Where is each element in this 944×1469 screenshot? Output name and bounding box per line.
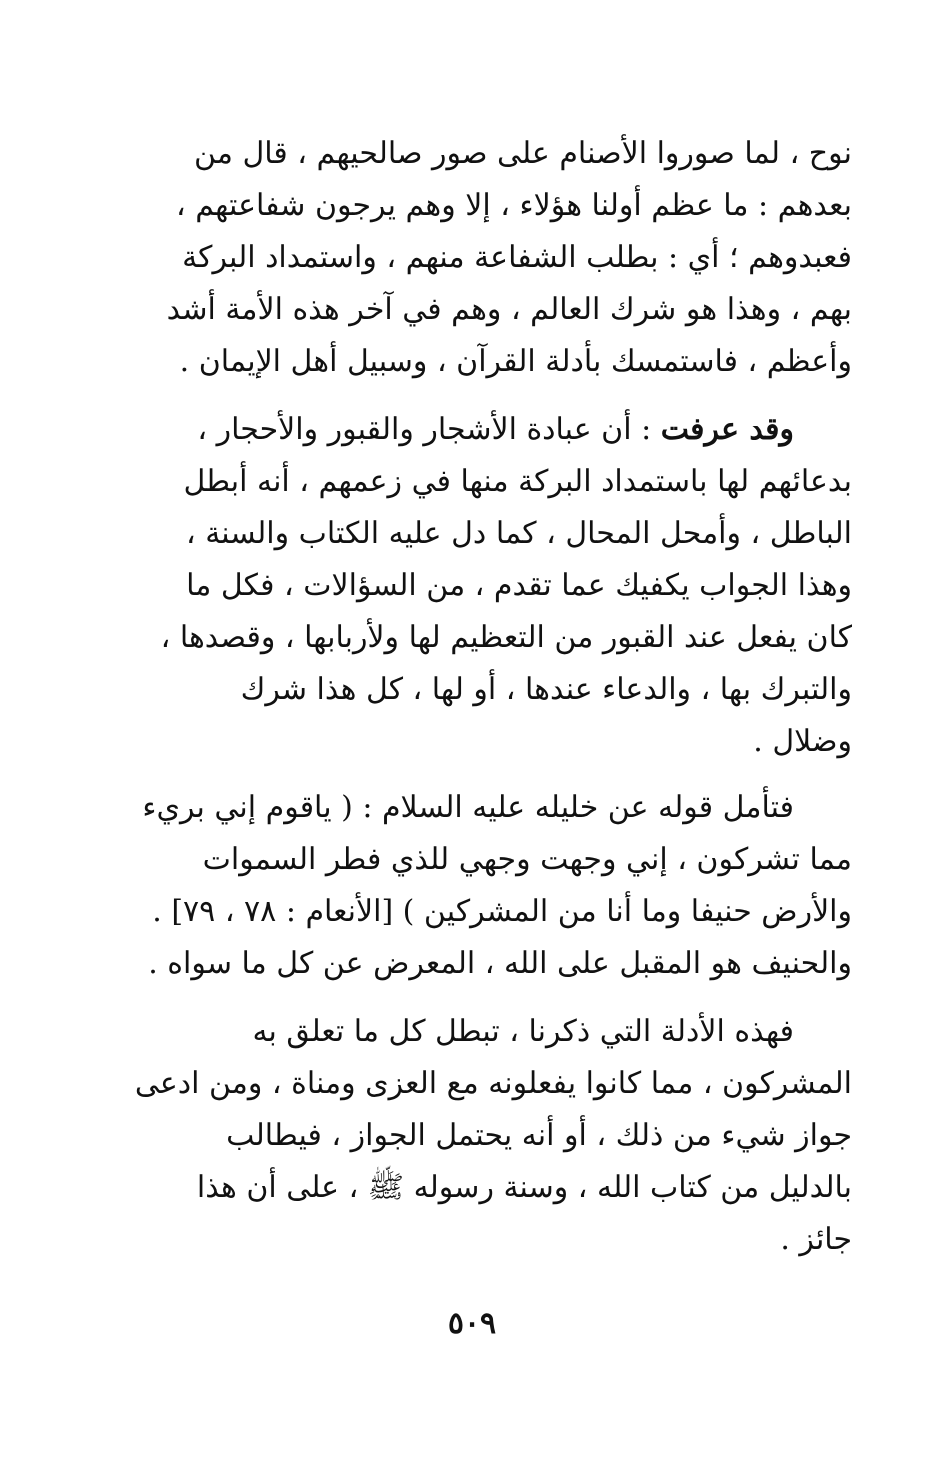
- text-line: فهذه الأدلة التي ذكرنا ، تبطل كل ما تعلق به: [252, 1014, 794, 1049]
- text-line-lead: [100, 404, 852, 456]
- text-line: جواز شيء من ذلك ، أو أنه يحتمل الجواز ، فيطالب: [226, 1118, 852, 1153]
- text-line: المشركون ، مما كانوا يفعلونه مع العزى ومناة ، ومن ادعى: [134, 1066, 852, 1101]
- text-line: بعدهم : ما عظم أولنا هؤلاء ، إلا وهم يرجون شفاعتهم ،: [176, 188, 852, 223]
- lead-bold-phrase: وقد عرفت: [660, 412, 794, 447]
- text-line: والأرض حنيفا وما أنا من المشركين ) [الأنعام : ٧٨ ، ٧٩] .: [152, 894, 852, 929]
- text-line: كان يفعل عند القبور من التعظيم لها ولأربابها ، وقصدها ،: [160, 620, 852, 655]
- text-line: وضلال .: [753, 724, 852, 759]
- text-line: والتبرك بها ، والدعاء عندها ، أو لها ، كل هذا شرك: [240, 672, 852, 707]
- text-line: بهم ، وهذا هو شرك العالم ، وهم في آخر هذه الأمة أشد: [166, 292, 852, 327]
- paragraph-4: [100, 1006, 852, 1266]
- text-line: وأعظم ، فاستمسك بأدلة القرآن ، وسبيل أهل الإيمان .: [179, 344, 852, 379]
- text-line: وهذا الجواب يكفيك عما تقدم ، من السؤالات ، فكل ما: [186, 568, 852, 603]
- paragraph-1: [100, 128, 852, 388]
- text-line: بالدليل من كتاب الله ، وسنة رسوله ﷺ ، على أن هذا: [196, 1170, 852, 1205]
- lead-rest: : أن عبادة الأشجار والقبور والأحجار ،: [197, 412, 661, 447]
- page-body: [100, 128, 852, 1266]
- text-line: فعبدوهم ؛ أي : بطلب الشفاعة منهم ، واستمداد البركة: [182, 240, 852, 275]
- paragraph-3: [100, 782, 852, 990]
- text-line: الباطل ، وأمحل المحال ، كما دل عليه الكتاب والسنة ،: [185, 516, 852, 551]
- text-line: والحنيف هو المقبل على الله ، المعرض عن كل ما سواه .: [148, 946, 852, 981]
- text-line: مما تشركون ، إني وجهت وجهي للذي فطر السموات: [202, 842, 852, 877]
- text-line: نوح ، لما صوروا الأصنام على صور صالحيهم ، قال من: [194, 136, 852, 171]
- text-line: جائز .: [780, 1222, 852, 1257]
- page-number: ٥٠٩: [447, 1306, 497, 1341]
- paragraph-2: [100, 404, 852, 768]
- text-line: بدعائهم لها باستمداد البركة منها في زعمهم ، أنه أبطل: [183, 464, 852, 499]
- text-line: فتأمل قوله عن خليله عليه السلام : ( ياقوم إني بريء: [142, 790, 794, 825]
